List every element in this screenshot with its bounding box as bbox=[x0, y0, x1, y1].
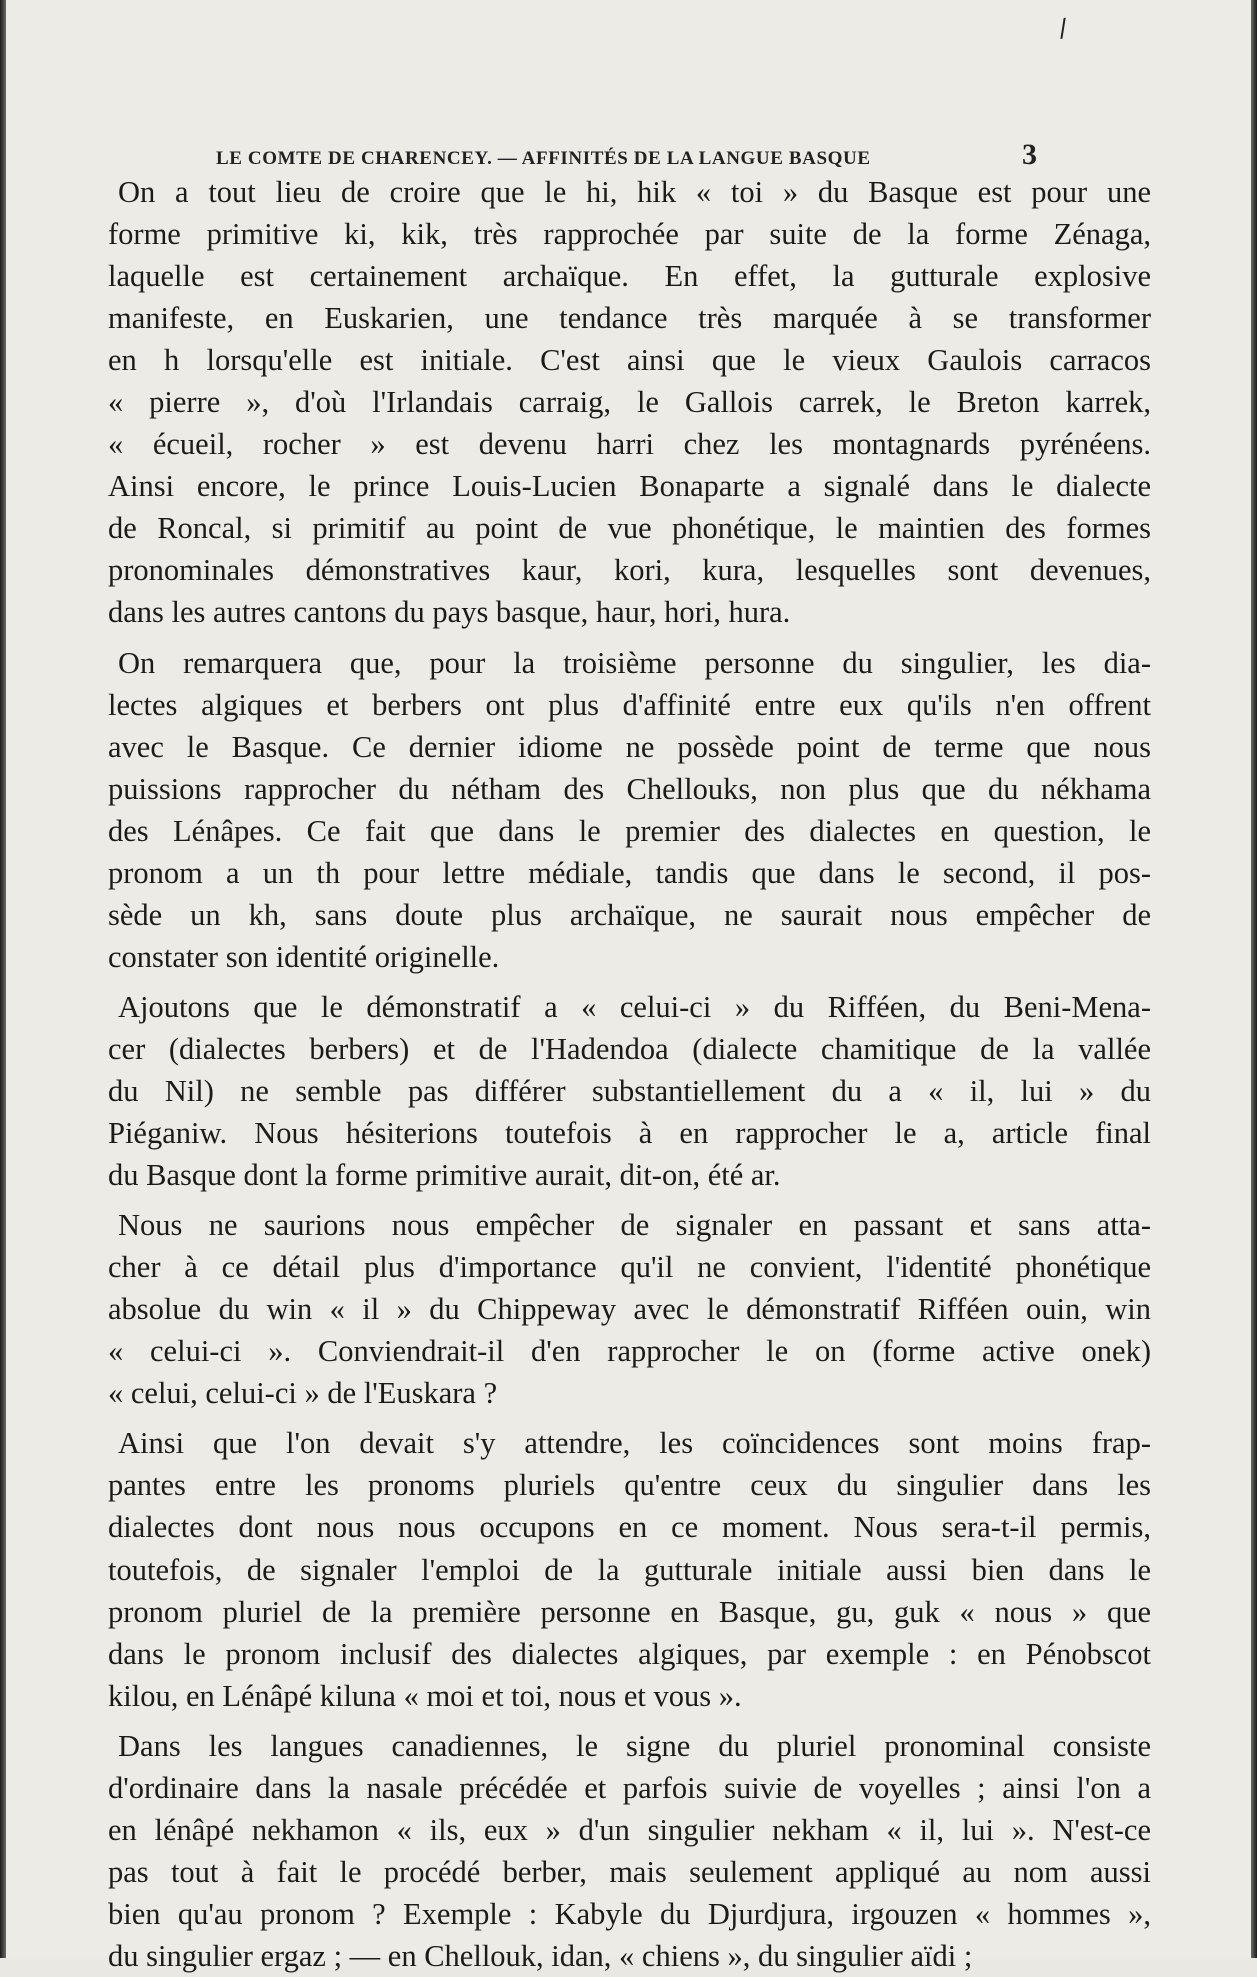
running-head bbox=[216, 138, 1037, 172]
text-line: absolue du win « il » du Chippeway avec le démonstratif Rifféen ouin, win bbox=[108, 1292, 1151, 1327]
paragraph bbox=[108, 171, 1151, 634]
text-line: Ainsi encore, le prince Louis-Lucien Bonaparte a signalé dans le dialecte bbox=[108, 469, 1151, 504]
text-line: Ajoutons que le démonstratif a « celui-ci » du Rifféen, du Beni-Mena- bbox=[118, 989, 1151, 1024]
text-line: pronominales démonstratives kaur, kori, kura, lesquelles sont devenues, bbox=[108, 553, 1151, 588]
text-line: laquelle est certainement archaïque. En effet, la gutturale explosive bbox=[108, 259, 1151, 294]
body-text bbox=[108, 171, 1151, 1977]
margin-mark: / bbox=[1055, 11, 1070, 46]
text-line: dans le pronom inclusif des dialectes algiques, par exemple : en Pénobscot bbox=[108, 1636, 1151, 1671]
text-line: bien qu'au pronom ? Exemple : Kabyle du Djurdjura, irgouzen « hommes », bbox=[108, 1896, 1151, 1931]
text-line: cer (dialectes berbers) et de l'Hadendoa (dialecte chamitique de la vallée bbox=[108, 1031, 1151, 1066]
scan-border-left bbox=[0, 0, 6, 1958]
paragraph bbox=[108, 986, 1151, 1196]
text-line: « celui, celui-ci » de l'Euskara ? bbox=[108, 1376, 498, 1411]
text-line: « celui-ci ». Conviendrait-il d'en rapprocher le on (forme active onek) bbox=[108, 1334, 1151, 1369]
scan-border-right bbox=[1251, 0, 1257, 1958]
text-line: Piéganiw. Nous hésiterions toutefois à en rapprocher le a, article final bbox=[108, 1116, 1151, 1151]
text-line: « pierre », d'où l'Irlandais carraig, le Gallois carrek, le Breton karrek, bbox=[108, 385, 1151, 420]
text-line: du Nil) ne semble pas différer substantiellement du a « il, lui » du bbox=[108, 1073, 1151, 1108]
text-line: Nous ne saurions nous empêcher de signaler en passant et sans atta- bbox=[118, 1208, 1151, 1243]
text-line: pas tout à fait le procédé berber, mais seulement appliqué au nom aussi bbox=[108, 1854, 1151, 1889]
text-line: forme primitive ki, kik, très rapprochée par suite de la forme Zénaga, bbox=[108, 217, 1151, 252]
page-number: 3 bbox=[1022, 138, 1037, 171]
text-line: toutefois, de signaler l'emploi de la gutturale initiale aussi bien dans le bbox=[108, 1552, 1151, 1587]
text-line: du singulier ergaz ; — en Chellouk, idan, « chiens », du singulier aïdi ; bbox=[108, 1938, 973, 1973]
paragraph bbox=[108, 1725, 1151, 1977]
paragraph bbox=[108, 642, 1151, 978]
text-line: des Lénâpes. Ce fait que dans le premier des dialectes en question, le bbox=[108, 813, 1151, 848]
text-line: du Basque dont la forme primitive aurait, dit-on, été ar. bbox=[108, 1158, 781, 1193]
text-line: en h lorsqu'elle est initiale. C'est ainsi que le vieux Gaulois carracos bbox=[108, 343, 1151, 378]
text-line: en lénâpé nekhamon « ils, eux » d'un singulier nekham « il, lui ». N'est-ce bbox=[108, 1812, 1151, 1847]
paragraph bbox=[108, 1422, 1151, 1716]
text-line: dialectes dont nous nous occupons en ce moment. Nous sera-t-il permis, bbox=[108, 1510, 1151, 1545]
text-line: de Roncal, si primitif au point de vue phonétique, le maintien des formes bbox=[108, 511, 1151, 546]
text-line: dans les autres cantons du pays basque, haur, hori, hura. bbox=[108, 595, 791, 630]
text-line: Dans les langues canadiennes, le signe du pluriel pronominal consiste bbox=[118, 1728, 1151, 1763]
paragraph bbox=[108, 1204, 1151, 1414]
text-line: cher à ce détail plus d'importance qu'il ne convient, l'identité phonétique bbox=[108, 1250, 1151, 1285]
text-line: kilou, en Lénâpé kiluna « moi et toi, nous et vous ». bbox=[108, 1678, 742, 1713]
text-line: On a tout lieu de croire que le hi, hik « toi » du Basque est pour une bbox=[118, 175, 1151, 209]
text-line: pronom pluriel de la première personne en Basque, gu, guk « nous » que bbox=[108, 1594, 1151, 1629]
text-line: sède un kh, sans doute plus archaïque, ne saurait nous empêcher de bbox=[108, 897, 1151, 932]
text-line: puissions rapprocher du nétham des Chellouks, non plus que du nékhama bbox=[108, 771, 1151, 806]
running-title: LE COMTE DE CHARENCEY. — AFFINITÉS DE LA LANGUE BASQUE bbox=[216, 148, 871, 169]
text-line: Ainsi que l'on devait s'y attendre, les coïncidences sont moins frap- bbox=[118, 1426, 1151, 1461]
text-line: manifeste, en Euskarien, une tendance très marquée à se transformer bbox=[108, 301, 1151, 336]
text-line: d'ordinaire dans la nasale précédée et parfois suivie de voyelles ; ainsi l'on a bbox=[108, 1770, 1151, 1805]
text-line: pronom a un th pour lettre médiale, tandis que dans le second, il pos- bbox=[108, 855, 1151, 890]
text-line: « écueil, rocher » est devenu harri chez les montagnards pyrénéens. bbox=[108, 427, 1151, 462]
text-line: lectes algiques et berbers ont plus d'affinité entre eux qu'ils n'en offrent bbox=[108, 687, 1151, 722]
text-line: pantes entre les pronoms pluriels qu'entre ceux du singulier dans les bbox=[108, 1468, 1151, 1503]
text-line: constater son identité originelle. bbox=[108, 939, 500, 974]
text-line: On remarquera que, pour la troisième personne du singulier, les dia- bbox=[118, 645, 1151, 680]
text-line: avec le Basque. Ce dernier idiome ne possède point de terme que nous bbox=[108, 729, 1151, 764]
